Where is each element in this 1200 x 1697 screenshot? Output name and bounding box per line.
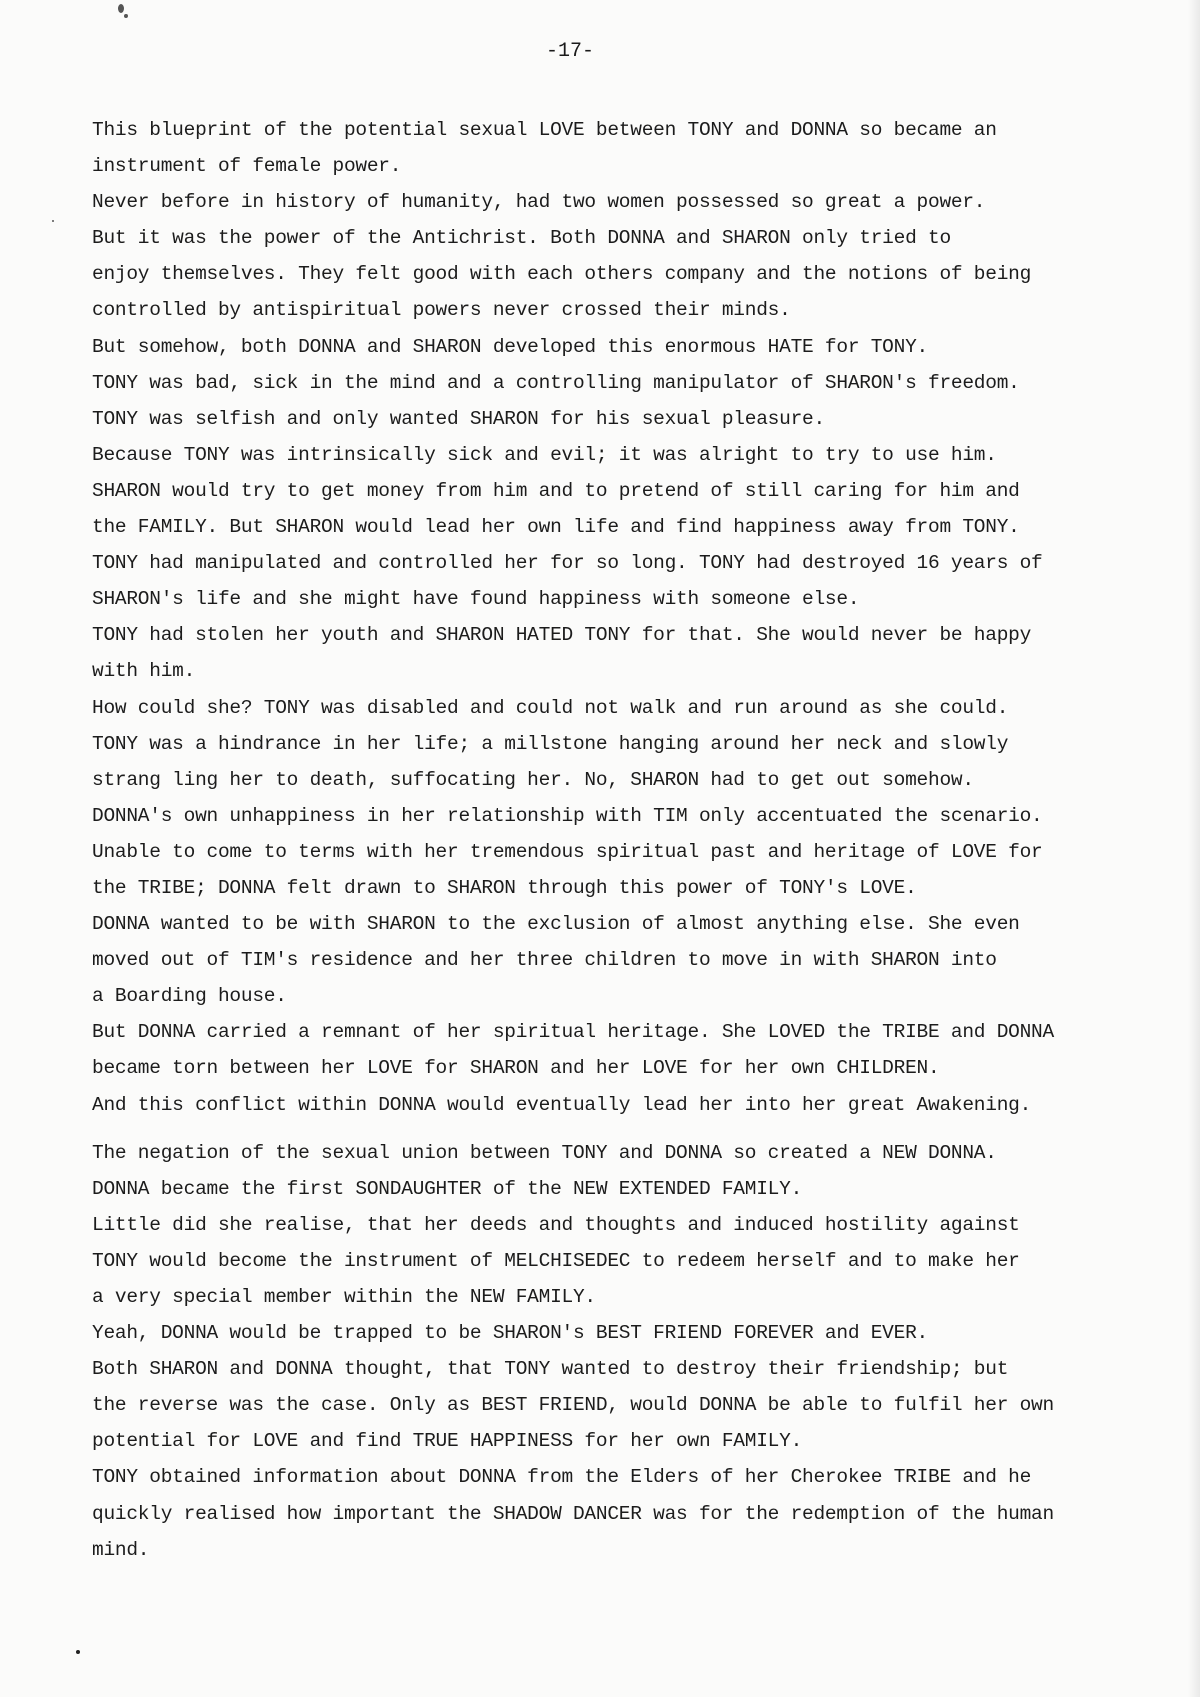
page-number: -17-	[545, 40, 594, 63]
text-line: controlled by antispiritual powers never crossed their minds.	[92, 299, 791, 322]
text-line: a very special member within the NEW FAMILY.	[92, 1286, 596, 1308]
text-line: Unable to come to terms with her tremendous spiritual past and heritage of LOVE for	[92, 840, 1043, 863]
text-line: Because TONY was intrinsically sick and evil; it was alright to try to use him.	[92, 443, 997, 466]
text-line: This blueprint of the potential sexual LOVE between TONY and DONNA so became an	[92, 119, 997, 141]
text-line: Never before in history of humanity, had two women possessed so great a power.	[92, 191, 986, 214]
text-line: the reverse was the case. Only as BEST FRIEND, would DONNA be able to fulfil her own	[92, 1394, 1054, 1417]
text-line: moved out of TIM's residence and her three children to move in with SHARON into	[92, 949, 997, 972]
text-line: strang ling her to death, suffocating her. No, SHARON had to get out somehow.	[92, 768, 974, 791]
text-line: But it was the power of the Antichrist. Both DONNA and SHARON only tried to	[92, 227, 951, 250]
text-line: Both SHARON and DONNA thought, that TONY wanted to destroy their friendship; but	[92, 1358, 1009, 1381]
text-line: with him.	[92, 660, 196, 683]
text-line: TONY would become the instrument of MELCHISEDEC to redeem herself and to make her	[92, 1249, 1020, 1272]
text-line: But DONNA carried a remnant of her spiritual heritage. She LOVED the TRIBE and DONNA	[92, 1021, 1054, 1044]
page-edge-shadow	[1188, 0, 1200, 1697]
text-line: Yeah, DONNA would be trapped to be SHARON's BEST FRIEND FOREVER and EVER.	[92, 1322, 928, 1345]
paper-speck	[118, 4, 124, 13]
text-line: TONY had stolen her youth and SHARON HATED TONY for that. She would never be happy	[92, 624, 1032, 647]
text-line: quickly realised how important the SHADOW DANCER was for the redemption of the human	[92, 1502, 1054, 1525]
text-line: How could she? TONY was disabled and could not walk and run around as she could.	[92, 696, 1009, 719]
text-line: Little did she realise, that her deeds and thoughts and induced hostility against	[92, 1213, 1020, 1236]
text-line: SHARON's life and she might have found happiness with someone else.	[92, 588, 860, 611]
text-line: TONY was selfish and only wanted SHARON for his sexual pleasure.	[92, 407, 825, 430]
text-line: TONY obtained information about DONNA from the Elders of her Cherokee TRIBE and he	[92, 1466, 1032, 1489]
body-text	[92, 112, 1142, 1568]
text-line: DONNA's own unhappiness in her relationship with TIM only accentuated the scenario.	[92, 804, 1043, 827]
text-line: mind.	[92, 1538, 150, 1561]
text-line: potential for LOVE and find TRUE HAPPINESS for her own FAMILY.	[92, 1430, 803, 1453]
text-line: But somehow, both DONNA and SHARON developed this enormous HATE for TONY.	[92, 335, 928, 358]
text-line: TONY had manipulated and controlled her for so long. TONY had destroyed 16 years of	[92, 552, 1043, 575]
text-line: DONNA wanted to be with SHARON to the exclusion of almost anything else. She even	[92, 913, 1020, 936]
text-line: TONY was a hindrance in her life; a millstone hanging around her neck and slowly	[92, 732, 1009, 755]
text-line: the TRIBE; DONNA felt drawn to SHARON through this power of TONY's LOVE.	[92, 876, 917, 899]
text-line: DONNA became the first SONDAUGHTER of the NEW EXTENDED FAMILY.	[92, 1177, 803, 1200]
paper-speck	[52, 220, 54, 222]
text-line: enjoy themselves. They felt good with each others company and the notions of being	[92, 263, 1032, 286]
text-line: became torn between her LOVE for SHARON and her LOVE for her own CHILDREN.	[92, 1057, 940, 1080]
text-line: instrument of female power.	[92, 155, 402, 178]
paper-speck	[124, 14, 128, 18]
text-line: the FAMILY. But SHARON would lead her own life and find happiness away from TONY.	[92, 516, 1020, 539]
paper-speck	[76, 1650, 80, 1654]
text-line: TONY was bad, sick in the mind and a controlling manipulator of SHARON's freedom.	[92, 371, 1020, 394]
text-line: The negation of the sexual union between TONY and DONNA so created a NEW DONNA.	[92, 1141, 997, 1164]
text-line: a Boarding house.	[92, 985, 287, 1008]
text-line: SHARON would try to get money from him and to pretend of still caring for him and	[92, 479, 1020, 502]
text-line: And this conflict within DONNA would eventually lead her into her great Awakening.	[92, 1093, 1032, 1116]
